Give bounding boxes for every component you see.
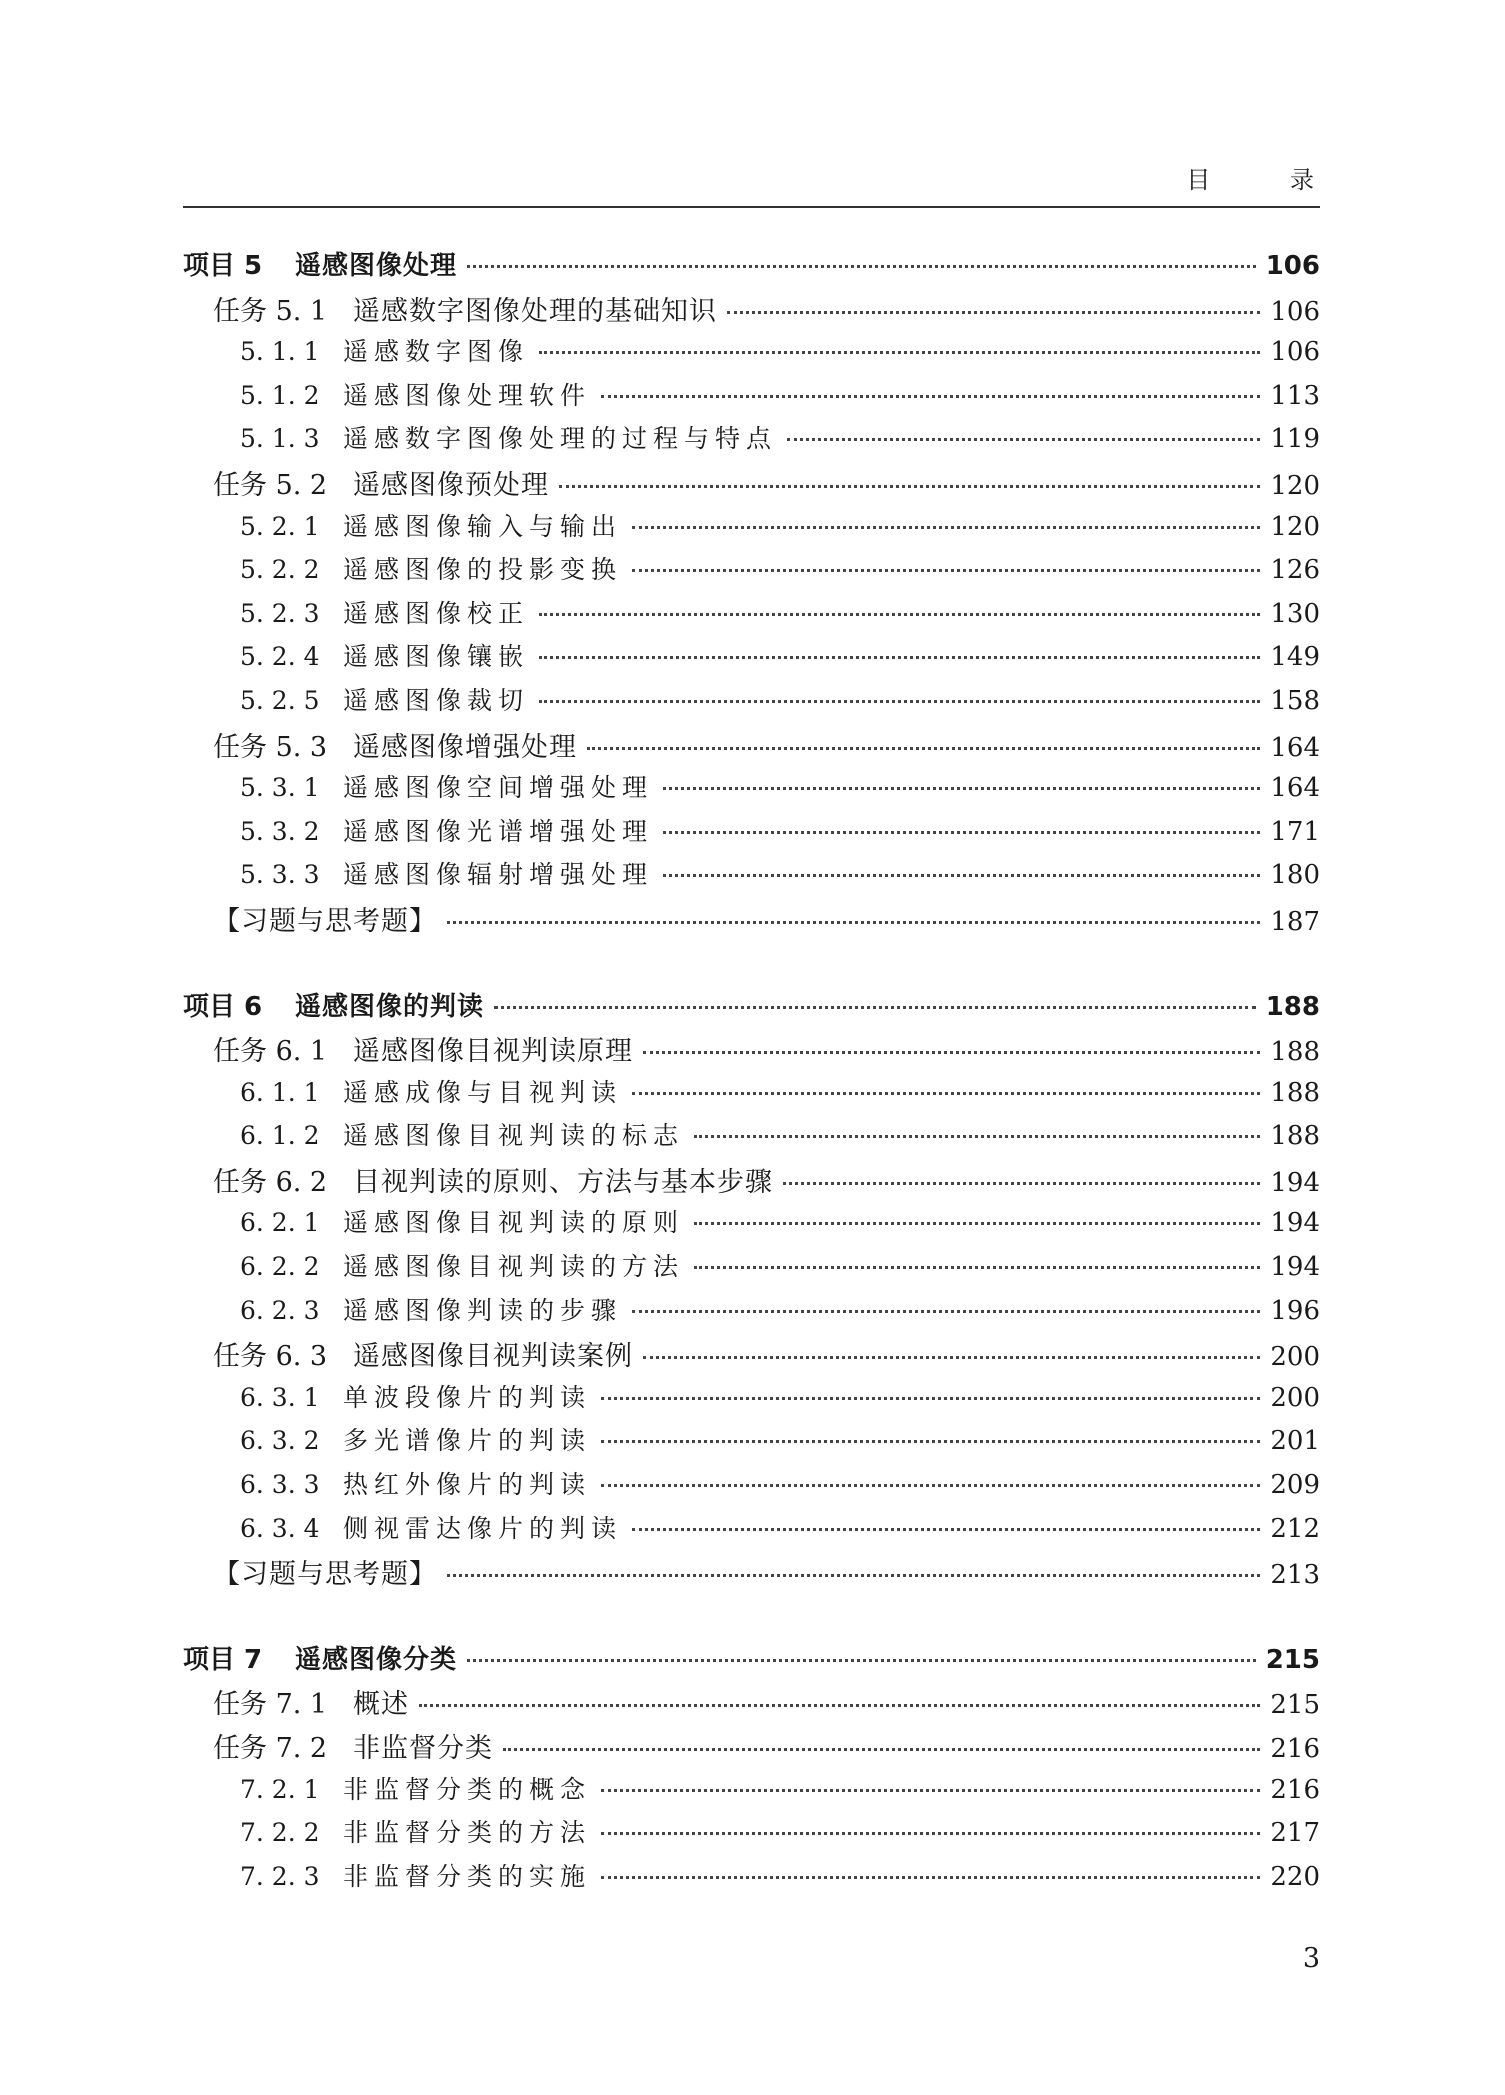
entry-title: 多光谱像片的判读: [343, 1426, 592, 1456]
entry-page: 106: [1265, 251, 1320, 281]
entry-page: 215: [1265, 1644, 1320, 1675]
entry-number: 6. 3. 1: [240, 1382, 320, 1412]
entry-number: 6. 1. 1: [240, 1077, 320, 1107]
entry-number: 5. 3. 1: [240, 773, 320, 803]
dot-leader: [539, 611, 1260, 616]
subsection-entry[interactable]: [183, 1291, 1320, 1335]
entry-page: 196: [1270, 1295, 1320, 1326]
dot-leader: [539, 349, 1260, 354]
entry-title: 遥感图像空间增强处理: [343, 773, 654, 803]
exercises-entry[interactable]: [183, 1552, 1320, 1596]
dot-leader: [632, 567, 1260, 572]
entry-page: 213: [1270, 1560, 1320, 1591]
entry-title: 侧视雷达像片的判读: [343, 1513, 623, 1543]
entry-title: 遥感图像处理: [295, 251, 458, 281]
entry-page: 188: [1265, 991, 1320, 1022]
dot-leader: [663, 872, 1260, 877]
entry-page: 120: [1270, 511, 1320, 542]
entry-page: 149: [1270, 642, 1320, 673]
task-entry[interactable]: [183, 1726, 1320, 1770]
entry-number: 6. 2. 1: [240, 1208, 320, 1238]
dot-leader: [783, 1180, 1260, 1185]
entry-number: 项目 7: [183, 1644, 263, 1675]
subsection-entry[interactable]: [183, 1813, 1320, 1857]
entry-page: 212: [1270, 1513, 1320, 1544]
dot-leader: [632, 1526, 1260, 1531]
entry-number: 6. 3. 4: [240, 1513, 320, 1543]
entry-title: 遥感图像目视判读原理: [353, 1036, 633, 1068]
dot-leader: [447, 1572, 1260, 1577]
entry-title: 单波段像片的判读: [343, 1382, 592, 1412]
subsection-entry[interactable]: [183, 1421, 1320, 1465]
entry-page: 200: [1270, 1382, 1320, 1413]
entry-page: 194: [1270, 1167, 1320, 1198]
subsection-entry[interactable]: [183, 594, 1320, 638]
dot-leader: [539, 654, 1260, 659]
table-of-contents: [183, 245, 1320, 1943]
dot-leader: [643, 1354, 1260, 1359]
entry-title: 【习题与思考题】: [213, 1559, 437, 1591]
entry-number: 任务 5. 3: [213, 731, 328, 763]
dot-leader: [601, 393, 1260, 398]
entry-page: 209: [1270, 1470, 1320, 1501]
entry-title: 遥感图像目视判读的方法: [343, 1252, 685, 1282]
dot-leader: [601, 1438, 1260, 1443]
entry-page: 180: [1270, 860, 1320, 891]
subsection-entry[interactable]: [183, 1509, 1320, 1553]
entry-title: 非监督分类的概念: [343, 1774, 592, 1804]
dot-leader: [503, 1746, 1260, 1751]
entry-title: 遥感图像分类: [295, 1644, 458, 1675]
entry-page: 126: [1270, 555, 1320, 586]
dot-leader: [601, 1830, 1260, 1835]
entry-number: 6. 3. 2: [240, 1426, 320, 1456]
dot-leader: [601, 1787, 1260, 1792]
entry-number: 5. 1. 1: [240, 337, 320, 367]
subsection-entry[interactable]: [183, 550, 1320, 594]
entry-page: 215: [1270, 1690, 1320, 1721]
subsection-entry[interactable]: [183, 332, 1320, 376]
entry-number: 5. 2. 1: [240, 511, 320, 541]
entry-title: 遥感图像裁切: [343, 685, 530, 715]
page-number: 3: [1302, 1943, 1320, 1974]
entry-title: 遥感图像目视判读案例: [353, 1341, 633, 1373]
entry-page: 171: [1270, 816, 1320, 847]
entry-number: 任务 7. 2: [213, 1733, 328, 1764]
entry-title: 遥感成像与目视判读: [343, 1077, 623, 1107]
entry-title: 遥感图像目视判读的原则: [343, 1208, 685, 1238]
subsection-entry[interactable]: [183, 855, 1320, 899]
entry-number: 6. 1. 2: [240, 1121, 320, 1151]
task-entry[interactable]: [183, 1334, 1320, 1378]
entry-title: 遥感图像预处理: [353, 469, 549, 501]
dot-leader: [632, 524, 1260, 529]
entry-page: 119: [1270, 424, 1320, 455]
entry-page: 194: [1270, 1208, 1320, 1239]
subsection-entry[interactable]: [183, 507, 1320, 551]
subsection-entry[interactable]: [183, 1073, 1320, 1117]
entry-page: 113: [1270, 380, 1320, 411]
dot-leader: [601, 1874, 1260, 1879]
entry-title: 目视判读的原则、方法与基本步骤: [353, 1166, 773, 1198]
project-heading[interactable]: [183, 1639, 1320, 1683]
entry-page: 216: [1270, 1734, 1320, 1764]
entry-title: 遥感数字图像处理的基础知识: [353, 295, 717, 327]
entry-title: 非监督分类的方法: [343, 1818, 592, 1848]
entry-number: 任务 5. 1: [213, 295, 328, 327]
entry-title: 遥感图像判读的步骤: [343, 1295, 623, 1325]
entry-page: 158: [1270, 685, 1320, 716]
entry-page: 106: [1270, 337, 1320, 368]
subsection-entry[interactable]: [183, 376, 1320, 420]
entry-title: 遥感图像目视判读的标志: [343, 1121, 685, 1151]
page-header: [183, 158, 1350, 208]
entry-number: 项目 6: [183, 991, 263, 1022]
entry-number: 任务 6. 3: [213, 1341, 328, 1373]
subsection-entry[interactable]: [183, 1465, 1320, 1509]
dot-leader: [467, 1657, 1256, 1662]
dot-leader: [694, 1264, 1260, 1269]
dot-leader: [559, 483, 1260, 488]
dot-leader: [694, 1133, 1260, 1138]
entry-title: 遥感图像镶嵌: [343, 642, 530, 672]
task-entry[interactable]: [183, 1160, 1320, 1204]
entry-page: 188: [1270, 1121, 1320, 1152]
subsection-entry[interactable]: [183, 637, 1320, 681]
entry-page: 106: [1270, 296, 1320, 327]
entry-title: 遥感数字图像处理的过程与特点: [343, 424, 778, 454]
entry-number: 7. 2. 1: [240, 1774, 320, 1804]
dot-leader: [601, 1395, 1260, 1400]
entry-page: 130: [1270, 598, 1320, 629]
entry-number: 5. 2. 4: [240, 642, 320, 672]
entry-number: 5. 3. 2: [240, 816, 320, 846]
entry-page: 220: [1270, 1861, 1320, 1892]
dot-leader: [601, 1482, 1260, 1487]
task-entry[interactable]: [183, 463, 1320, 507]
entry-title: 遥感图像输入与输出: [343, 511, 623, 541]
entry-page: 188: [1270, 1077, 1320, 1108]
entry-page: 216: [1270, 1774, 1320, 1805]
entry-title: 非监督分类的实施: [343, 1861, 592, 1891]
dot-leader: [632, 1308, 1260, 1313]
subsection-entry[interactable]: [183, 812, 1320, 856]
entry-number: 7. 2. 2: [240, 1818, 320, 1848]
subsection-entry[interactable]: [183, 1770, 1320, 1814]
entry-page: 194: [1270, 1252, 1320, 1283]
entry-page: 201: [1270, 1426, 1320, 1457]
entry-number: 7. 2. 3: [240, 1861, 320, 1891]
dot-leader: [643, 1049, 1260, 1054]
entry-page: 217: [1270, 1818, 1320, 1849]
entry-number: 5. 2. 2: [240, 555, 320, 585]
entry-title: 遥感图像光谱增强处理: [343, 816, 654, 846]
entry-number: 6. 2. 3: [240, 1295, 320, 1325]
exercises-entry[interactable]: [183, 899, 1320, 943]
entry-page: 164: [1270, 773, 1320, 804]
entry-title: 遥感图像的判读: [295, 991, 485, 1022]
entry-title: 遥感图像的投影变换: [343, 555, 623, 585]
entry-title: 非监督分类: [353, 1733, 493, 1764]
entry-number: 项目 5: [183, 251, 263, 281]
dot-leader: [787, 436, 1260, 441]
project-heading[interactable]: [183, 986, 1320, 1030]
entry-title: 概述: [353, 1689, 409, 1721]
entry-title: 遥感图像处理软件: [343, 380, 592, 410]
task-entry[interactable]: [183, 725, 1320, 769]
subsection-entry[interactable]: [183, 1116, 1320, 1160]
entry-title: 遥感图像校正: [343, 598, 530, 628]
task-entry[interactable]: [183, 1682, 1320, 1726]
header-title: 目 录: [1186, 166, 1350, 194]
entry-number: 5. 2. 3: [240, 598, 320, 628]
entry-number: 5. 1. 2: [240, 380, 320, 410]
dot-leader: [587, 745, 1260, 750]
dot-leader: [539, 698, 1260, 703]
dot-leader: [419, 1702, 1260, 1707]
subsection-entry[interactable]: [183, 1247, 1320, 1291]
entry-title: 【习题与思考题】: [213, 905, 437, 937]
dot-leader: [663, 785, 1260, 790]
toc-section: [183, 1639, 1320, 1901]
dot-leader: [727, 309, 1260, 314]
entry-number: 5. 1. 3: [240, 424, 320, 454]
entry-title: 热红外像片的判读: [343, 1470, 592, 1500]
dot-leader: [447, 919, 1260, 924]
entry-title: 遥感图像辐射增强处理: [343, 860, 654, 890]
entry-number: 6. 3. 3: [240, 1470, 320, 1500]
dot-leader: [467, 263, 1256, 268]
entry-number: 任务 6. 2: [213, 1166, 328, 1198]
toc-section: [183, 986, 1320, 1596]
subsection-entry[interactable]: [183, 681, 1320, 725]
entry-page: 200: [1270, 1342, 1320, 1373]
dot-leader: [494, 1004, 1256, 1009]
entry-number: 6. 2. 2: [240, 1252, 320, 1282]
dot-leader: [663, 829, 1260, 834]
subsection-entry[interactable]: [183, 1857, 1320, 1901]
subsection-entry[interactable]: [183, 1203, 1320, 1247]
dot-leader: [694, 1220, 1260, 1225]
subsection-entry[interactable]: [183, 1378, 1320, 1422]
entry-number: 5. 2. 5: [240, 685, 320, 715]
subsection-entry[interactable]: [183, 419, 1320, 463]
entry-page: 120: [1270, 470, 1320, 501]
project-heading[interactable]: [183, 245, 1320, 289]
entry-page: 187: [1270, 906, 1320, 937]
entry-number: 任务 6. 1: [213, 1036, 328, 1068]
entry-number: 任务 5. 2: [213, 469, 328, 501]
entry-title: 遥感数字图像: [343, 337, 530, 367]
toc-section: [183, 245, 1320, 943]
entry-title: 遥感图像增强处理: [353, 731, 577, 763]
task-entry[interactable]: [183, 1029, 1320, 1073]
entry-page: 188: [1270, 1037, 1320, 1068]
entry-page: 164: [1270, 732, 1320, 763]
dot-leader: [632, 1090, 1260, 1095]
subsection-entry[interactable]: [183, 768, 1320, 812]
entry-number: 5. 3. 3: [240, 860, 320, 890]
task-entry[interactable]: [183, 289, 1320, 333]
entry-number: 任务 7. 1: [213, 1689, 328, 1721]
